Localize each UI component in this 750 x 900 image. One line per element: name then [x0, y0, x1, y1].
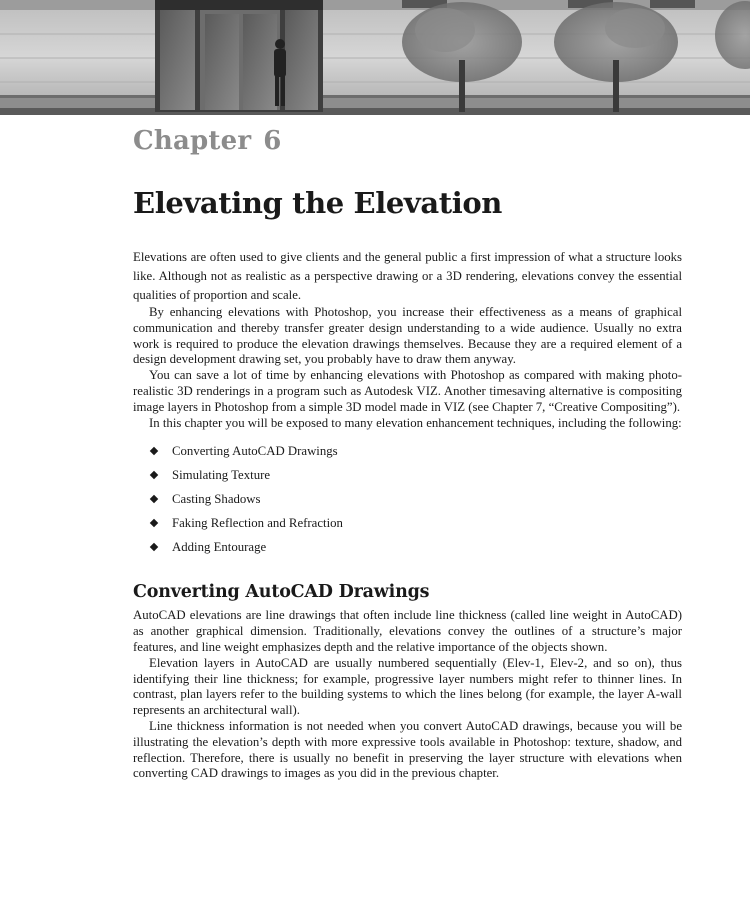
- intro-paragraph-3: You can save a lot of time by enhancing elevations with Photoshop as compared with making photo-realistic 3D renderings in a program such as Autodesk VIZ. Another timesaving alternative is compositing image layers in Photoshop from a simple 3D model made in VIZ (see Chapter 7, “Creative Compositing”).: [133, 368, 682, 414]
- section-paragraph-2: Elevation layers in AutoCAD are usually numbered sequentially (Elev-1, Elev-2, and so on), thus identifying their line thickness; for example, progressive layer numbers might refer to thinner lines. In contrast, plan layers refer to the building systems to which the lines belong (for example, the layer A-wall represents an architectural wall).: [133, 655, 682, 718]
- diamond-bullet-icon: [150, 519, 158, 527]
- diamond-bullet-icon: [150, 447, 158, 455]
- section-paragraph-1: AutoCAD elevations are line drawings that often include line thickness (called line weight in AutoCAD) as another graphical dimension. Traditionally, elevations convey the outlines of a structure’s major features, and line weight emphasizes depth and the relative importance of the objects shown.: [133, 608, 682, 654]
- chapter-body: [133, 248, 682, 782]
- list-item-text: Converting AutoCAD Drawings: [172, 444, 338, 459]
- diamond-bullet-icon: [150, 495, 158, 503]
- diamond-bullet-icon: [150, 543, 158, 551]
- list-item: [133, 487, 682, 511]
- list-item-text: Casting Shadows: [172, 492, 261, 507]
- chapter-number: 6: [263, 126, 282, 156]
- chapter-label-word: Chapter: [133, 126, 252, 156]
- list-item: [133, 535, 682, 559]
- intro-paragraph-2: By enhancing elevations with Photoshop, you increase their effectiveness as a means of graphical communication and thereby transfer greater design understanding to a wide audience. Usually no extra work is required to produce the elevation drawings themselves. Because they are a required element of a design development drawing set, you probably have to draw them anyway.: [133, 305, 682, 367]
- list-item: [133, 511, 682, 535]
- list-item: [133, 463, 682, 487]
- intro-paragraph-1: Elevations are often used to give clients and the general public a first impression of what a structure looks like. Although not as realistic as a perspective drawing or a 3D rendering, elevations convey the essential qualities of proportion and scale.: [133, 250, 682, 302]
- list-item-text: Simulating Texture: [172, 468, 271, 483]
- section-paragraph-3: Line thickness information is not needed when you convert AutoCAD drawings, because you will be illustrating the elevation’s depth with more expressive tools available in Photoshop: texture, shadow, and reflection. Therefore, there is usually no benefit in preserving the layer structure with elevations when converting CAD drawings to images as you did in the previous chapter.: [133, 718, 682, 781]
- list-item: [133, 439, 682, 463]
- list-item-text: Adding Entourage: [172, 540, 267, 555]
- chapter-label: [133, 126, 282, 156]
- intro-paragraph-4: In this chapter you will be exposed to many elevation enhancement techniques, including the following:: [149, 415, 682, 430]
- section-heading: Converting AutoCAD Drawings: [133, 582, 430, 603]
- chapter-banner-image: [0, 0, 750, 115]
- chapter-title: Elevating the Elevation: [133, 186, 502, 220]
- diamond-bullet-icon: [150, 471, 158, 479]
- list-item-text: Faking Reflection and Refraction: [172, 516, 343, 531]
- technique-list: [133, 439, 682, 559]
